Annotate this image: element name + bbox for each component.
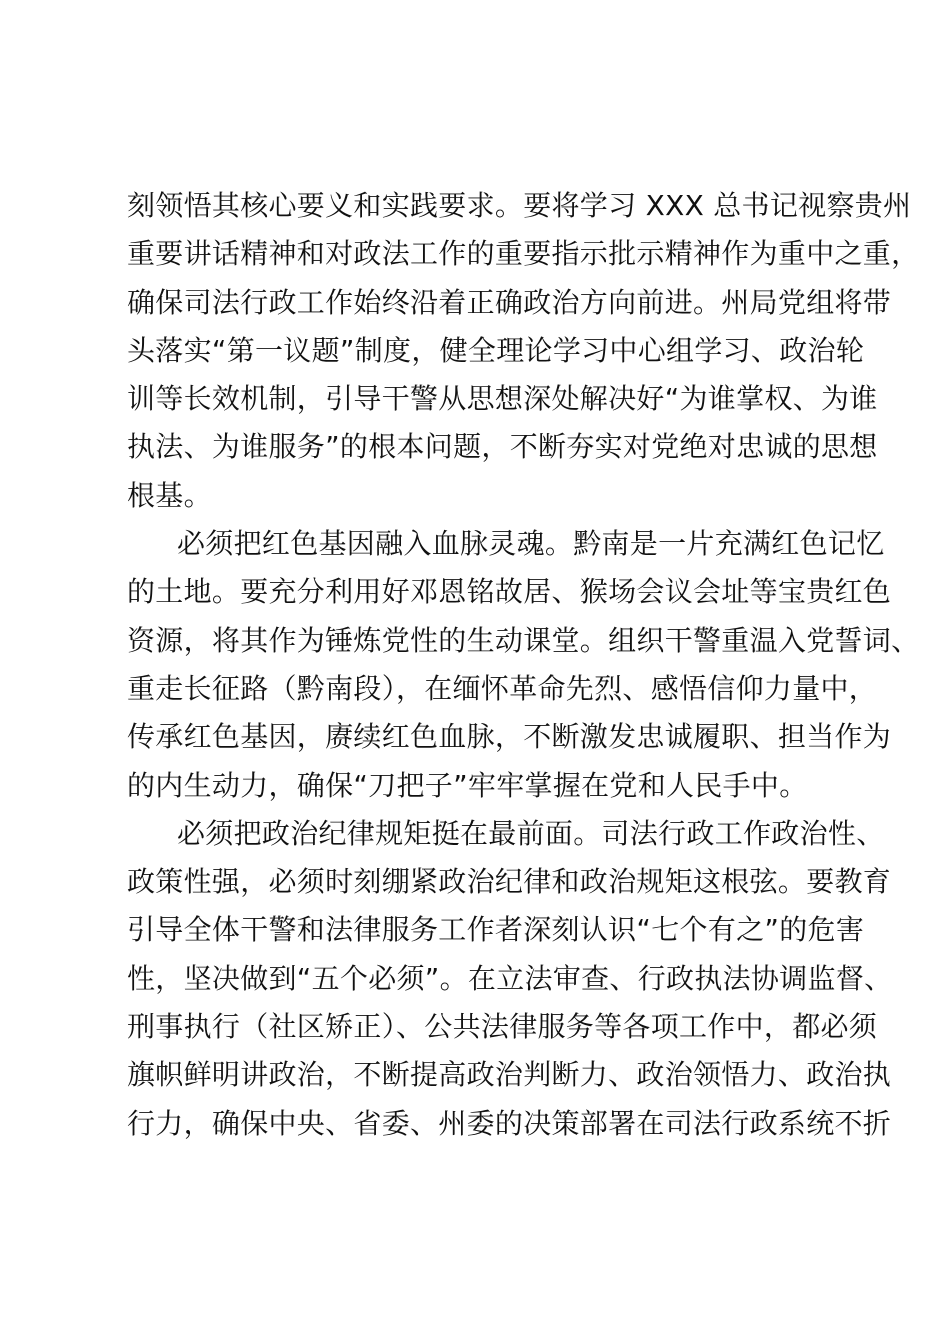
paragraph-start-line: 必须把红色基因融入血脉灵魂。黔南是一片充满红色记忆 (177, 527, 885, 561)
text-line: 根基。 (127, 478, 212, 512)
text-line: 资源，将其作为锤炼党性的生动课堂。组织干警重温入党誓词、 (127, 623, 920, 657)
text-line: 的土地。要充分利用好邓恩铭故居、猴场会议会址等宝贵红色 (127, 575, 892, 609)
text-line: 确保司法行政工作始终沿着正确政治方向前进。州局党组将带 (127, 285, 892, 319)
text-line: 的内生动力，确保“刀把子”牢牢掌握在党和人民手中。 (127, 768, 808, 802)
text-line: 头落实“第一议题”制度，健全理论学习中心组学习、政治轮 (127, 333, 865, 367)
text-line: 执法、为谁服务”的根本问题，不断夯实对党绝对忠诚的思想 (127, 430, 878, 464)
text-line: 重要讲话精神和对政法工作的重要指示批示精神作为重中之重， (127, 237, 920, 271)
text-line: 性，坚决做到“五个必须”。在立法审查、行政执法协调监督、 (127, 961, 893, 995)
paragraph-start-line: 必须把政治纪律规矩挺在最前面。司法行政工作政治性、 (177, 816, 885, 850)
text-line: 训等长效机制，引导干警从思想深处解决好“为谁掌权、为谁 (127, 382, 878, 416)
text-line: 传承红色基因，赓续红色血脉，不断激发忠诚履职、担当作为 (127, 720, 892, 754)
body-text (127, 182, 920, 1148)
text-line: 重走长征路（黔南段），在缅怀革命先烈、感悟信仰力量中， (127, 671, 878, 705)
text-line: 政策性强，必须时刻绷紧政治纪律和政治规矩这根弦。要教育 (127, 865, 892, 899)
text-line: 旗帜鲜明讲政治，不断提高政治判断力、政治领悟力、政治执 (127, 1058, 892, 1092)
text-line: 刻领悟其核心要义和实践要求。要将学习 XXX 总书记视察贵州 (127, 189, 912, 222)
text-line: 引导全体干警和法律服务工作者深刻认识“七个有之”的危害 (127, 913, 865, 947)
text-line: 刑事执行（社区矫正）、公共法律服务等各项工作中，都必须 (127, 1010, 878, 1044)
text-line: 行力，确保中央、省委、州委的决策部署在司法行政系统不折 (127, 1106, 892, 1140)
